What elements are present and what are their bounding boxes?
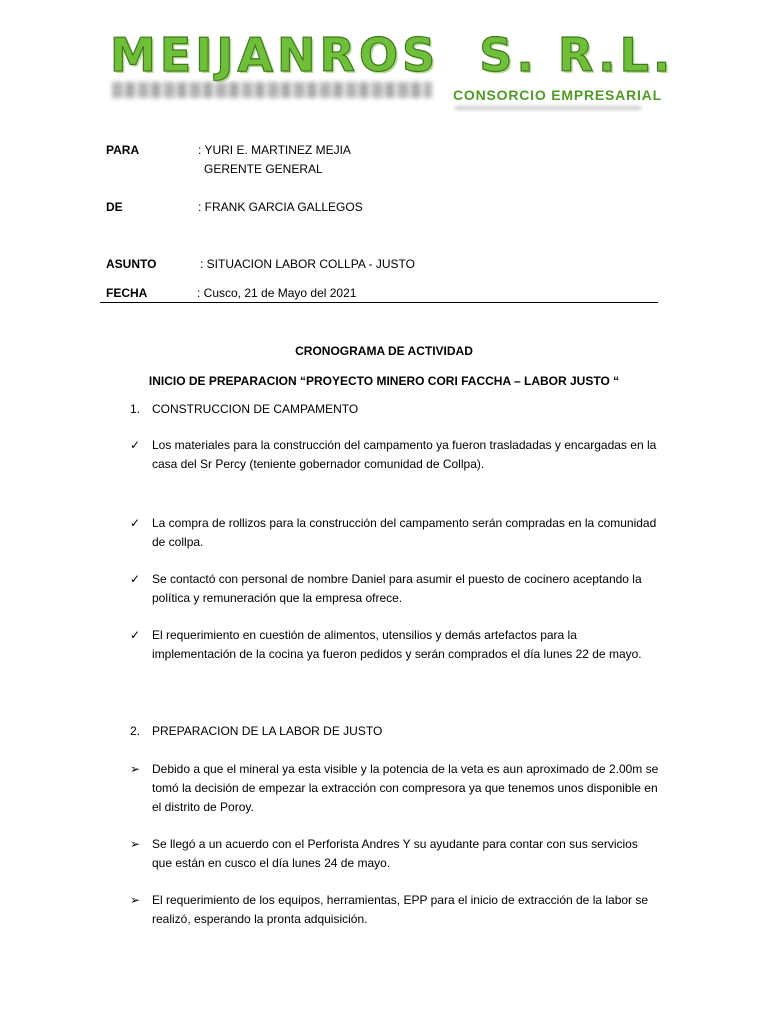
checkmark-icon: ✓ [130, 572, 141, 586]
arrow-bullet-icon: ➢ [130, 893, 141, 907]
to-label: PARA [106, 143, 140, 157]
subject-label: ASUNTO [106, 257, 157, 271]
checkmark-icon: ✓ [130, 516, 141, 530]
date-label: FECHA [106, 286, 148, 300]
section-title: PREPARACION DE LA LABOR DE JUSTO [152, 724, 383, 738]
list-item [130, 626, 660, 664]
header-divider [100, 302, 658, 303]
list-item-text: Se llegó a un acuerdo con el Perforista Andres Y su ayudante para contar con sus servicios que están en cusco el día lunes 24 de mayo. [152, 837, 638, 870]
list-item-text: La compra de rollizos para la construcción del campamento serán compradas en la comunidad de collpa. [152, 516, 657, 549]
logo-blurred-tagline [112, 82, 432, 98]
from-label: DE [106, 200, 123, 214]
section-2-title [130, 724, 382, 738]
list-item [130, 436, 660, 474]
document-heading: CRONOGRAMA DE ACTIVIDAD [295, 344, 473, 358]
arrow-bullet-icon: ➢ [130, 762, 141, 776]
date-value: : Cusco, 21 de Mayo del 2021 [197, 286, 357, 300]
section-title: CONSTRUCCION DE CAMPAMENTO [152, 402, 359, 416]
document-subheading: INICIO DE PREPARACION “PROYECTO MINERO CORI FACCHA – LABOR JUSTO “ [148, 374, 620, 388]
checkmark-icon: ✓ [130, 438, 141, 452]
list-item-text: El requerimiento en cuestión de alimentos, utensilios y demás artefactos para la implementación de la cocina ya fueron pedidos y serán comprados el día lunes 22 de mayo. [152, 628, 642, 661]
company-subtitle: CONSORCIO EMPRESARIAL [453, 87, 662, 103]
subtitle-underline [455, 106, 641, 110]
list-item-text: Los materiales para la construcción del campamento ya fueron trasladadas y encargadas en la casa del Sr Percy (teniente gobernador comunidad de Collpa). [152, 438, 657, 471]
section-1-title [130, 402, 358, 416]
to-title: GERENTE GENERAL [204, 162, 323, 176]
list-item [130, 891, 660, 929]
to-value: : YURI E. MARTINEZ MEJIA [198, 143, 351, 157]
arrow-bullet-icon: ➢ [130, 837, 141, 851]
subject-value: : SITUACION LABOR COLLPA - JUSTO [200, 257, 415, 271]
section-number: 2. [130, 724, 141, 738]
from-value: : FRANK GARCIA GALLEGOS [198, 200, 363, 214]
checkmark-icon: ✓ [130, 628, 141, 642]
section-number: 1. [130, 402, 141, 416]
list-item-text: El requerimiento de los equipos, herramientas, EPP para el inicio de extracción de la labor se realizó, esperando la pronta adquisición. [152, 893, 649, 926]
list-item [130, 760, 660, 817]
list-item [130, 514, 660, 552]
list-item [130, 570, 660, 608]
list-item-text: Debido a que el mineral ya esta visible y la potencia de la veta es aun aproximado de 2.00m se tomó la decisión de empezar la extracción con compresora ya que tenemos unos disponible en el distrito de Poroy. [152, 762, 659, 814]
list-item-text: Se contactó con personal de nombre Daniel para asumir el puesto de cocinero aceptando la política y remuneración que la empresa ofrece. [152, 572, 642, 605]
company-logo-text: MEIJANROS S. R.L. [110, 28, 675, 82]
list-item [130, 835, 660, 873]
